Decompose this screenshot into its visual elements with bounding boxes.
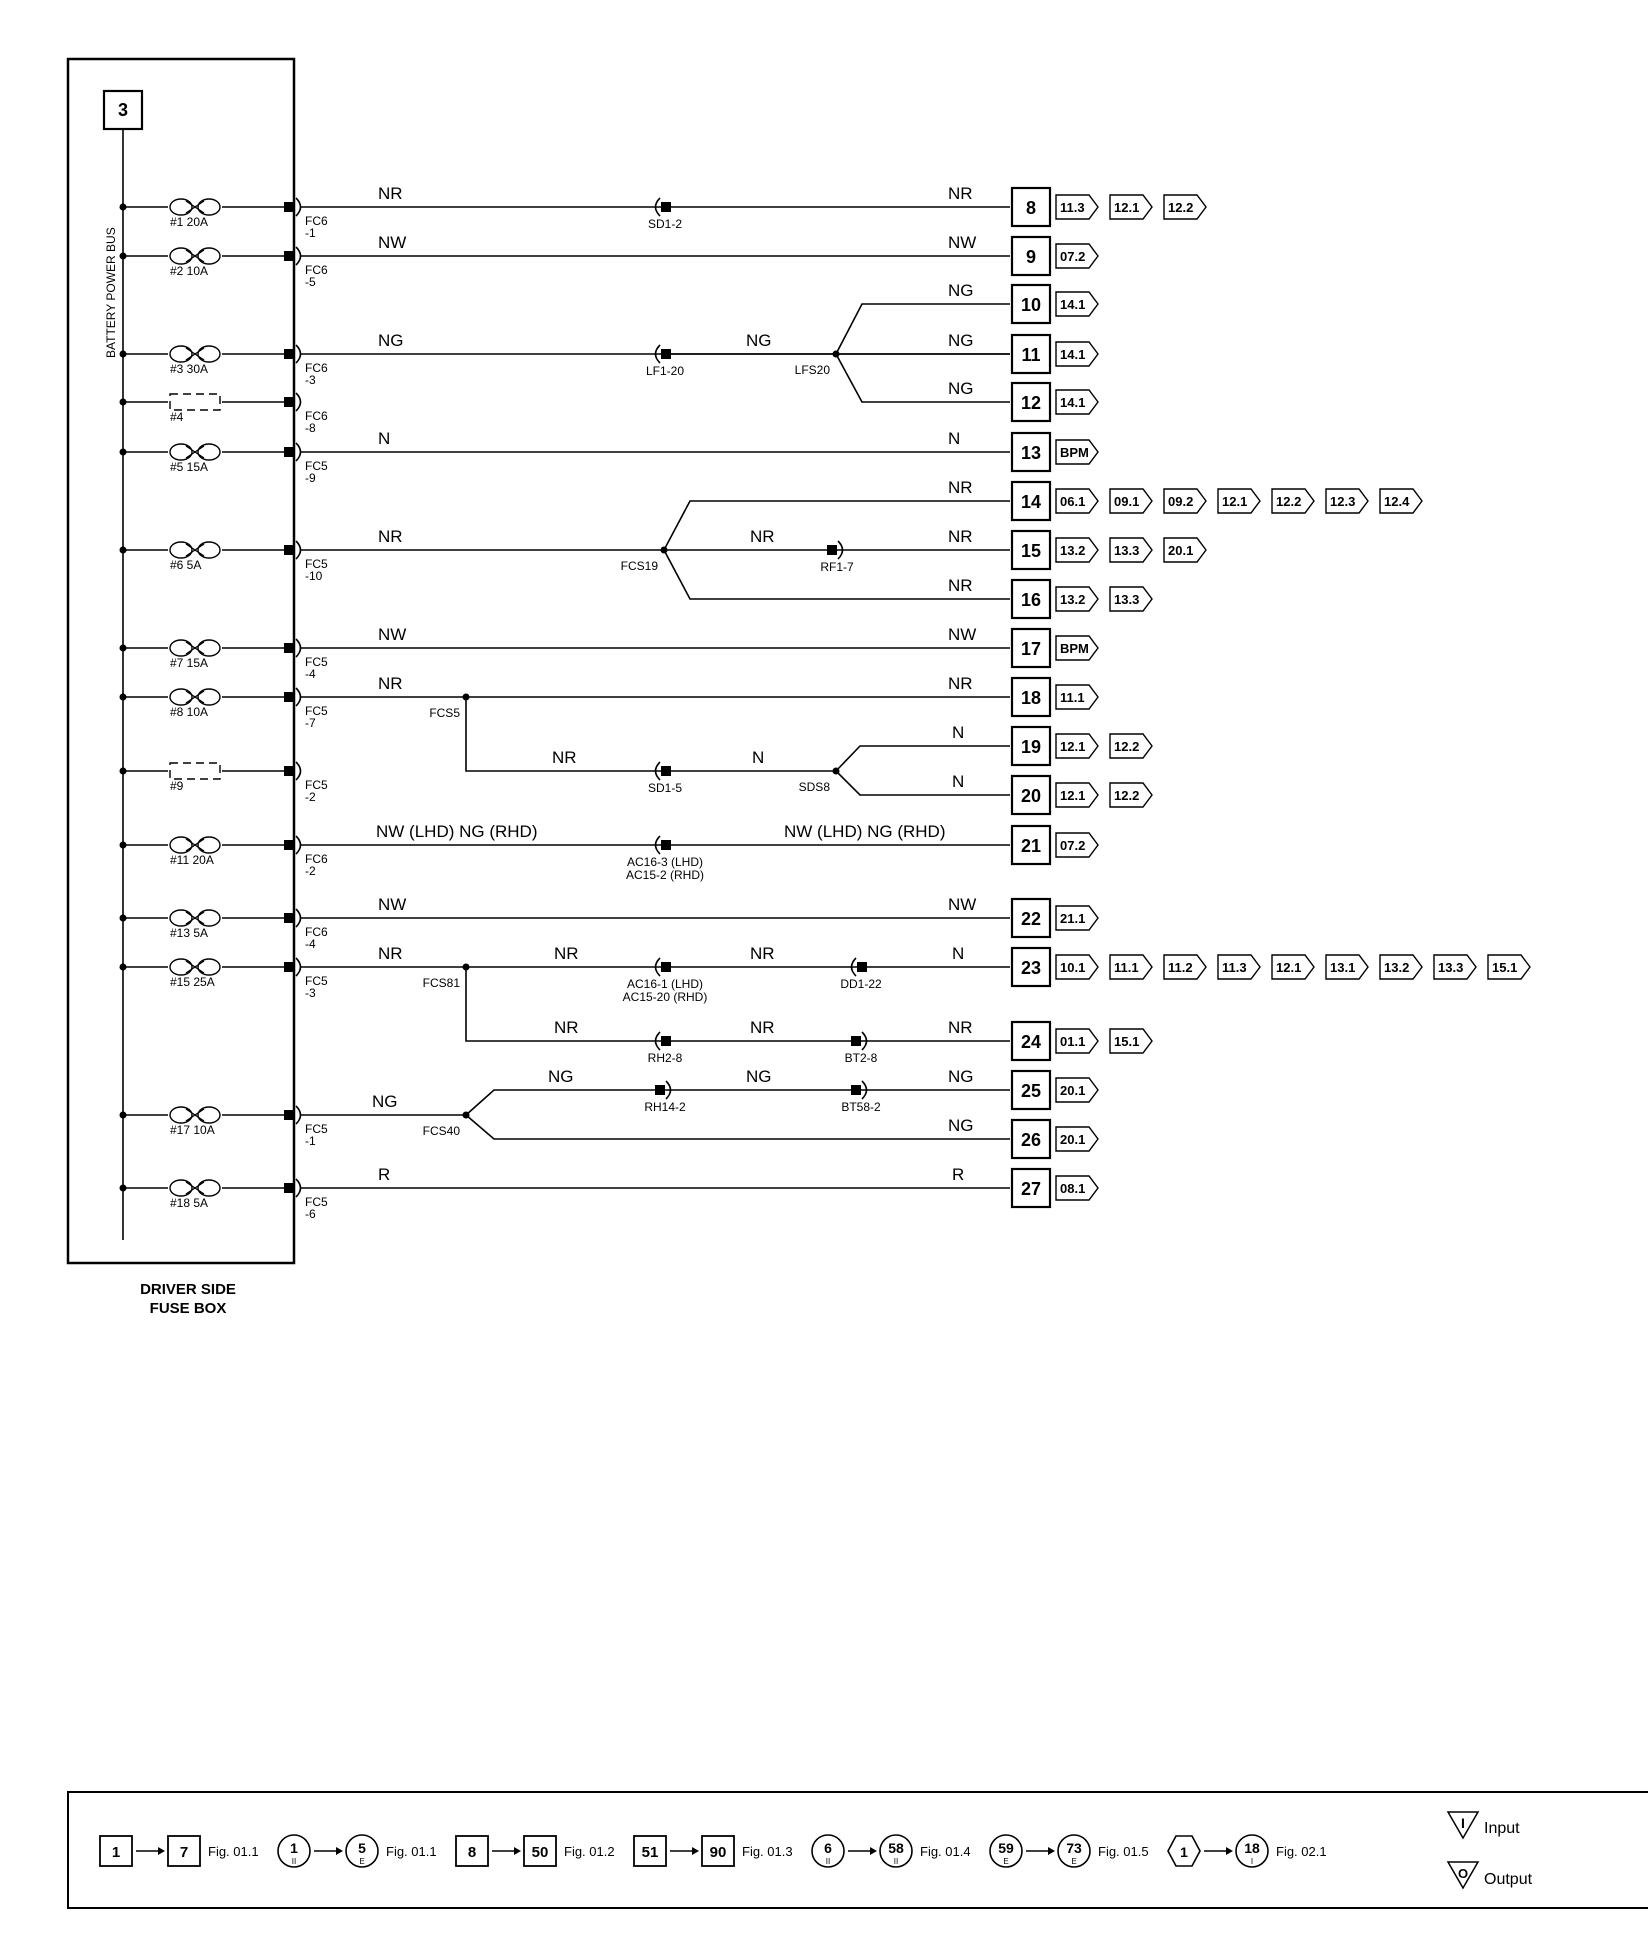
output-number: 25	[1020, 1081, 1042, 1101]
connector-shell	[296, 541, 301, 559]
connector-pin	[284, 202, 294, 212]
circuit-12	[120, 748, 840, 804]
wire-color-label: NG	[372, 1092, 398, 1111]
connector-pin-label: -4	[305, 667, 316, 681]
legend-node-label: 59	[998, 1840, 1014, 1856]
fuse-label: #5 15A	[170, 460, 209, 474]
fuse-icon	[170, 1180, 192, 1196]
fuse-icon	[170, 1107, 192, 1123]
connector-pin-label: -6	[305, 1207, 316, 1221]
wire-color-label: N	[752, 748, 765, 767]
wire-color-label: NW	[378, 895, 407, 914]
wire-color-label: NR	[554, 1018, 579, 1037]
legend	[100, 1835, 1327, 1867]
page-ref-label: 12.3	[1330, 494, 1356, 509]
page-ref-label: 13.2	[1060, 543, 1086, 558]
fuse-label: #3 30A	[170, 362, 209, 376]
connector-pin	[284, 447, 294, 457]
fuse-icon	[198, 346, 220, 362]
fuse-icon	[198, 248, 220, 264]
empty-fuse-slot	[170, 394, 220, 410]
inline-connector-label: RH2-8	[647, 1051, 683, 1065]
page-ref-label: 12.1	[1060, 739, 1086, 754]
wire-color-label: NR	[378, 527, 403, 546]
connector-pin	[284, 397, 294, 407]
fuse-box-title-2: FUSE BOX	[149, 1300, 227, 1317]
fuse-label: #4	[170, 410, 184, 424]
fuse-icon	[170, 542, 192, 558]
circuit-15	[120, 895, 1099, 951]
page-ref-label: 07.2	[1060, 838, 1086, 853]
page-ref-label: 08.1	[1060, 1181, 1086, 1196]
inline-connector-label: AC16-1 (LHD)	[626, 977, 704, 991]
legend-fig-label: Fig. 02.1	[1276, 1844, 1327, 1859]
legend-node-label: 73	[1066, 1840, 1082, 1856]
circuit-2	[948, 281, 1098, 323]
page-ref-label: 12.1	[1222, 494, 1248, 509]
connector-label: FC5	[305, 974, 328, 988]
fuse-icon	[170, 640, 192, 656]
legend-node-sub: E	[359, 1857, 365, 1866]
wire-color-label: NR	[948, 674, 973, 693]
circuit-9	[120, 625, 1099, 681]
page-ref-label: 13.1	[1330, 960, 1356, 975]
connector-shell	[296, 1179, 301, 1197]
legend-node-label: 6	[824, 1840, 832, 1856]
page-ref-label: BPM	[1060, 445, 1089, 460]
circuit-11	[952, 723, 1152, 765]
output-number: 19	[1020, 737, 1042, 757]
fuse-label: #17 10A	[170, 1123, 215, 1137]
circuit-5	[120, 429, 1099, 485]
fuse-icon	[198, 959, 220, 975]
connector-shell	[296, 688, 301, 706]
connector-label: FC5	[305, 1195, 328, 1209]
inline-connector-label: AC15-20 (RHD)	[622, 990, 708, 1004]
connector-pin	[284, 692, 294, 702]
connector-shell	[296, 443, 301, 461]
wire-color-label: NR	[750, 944, 775, 963]
output-number: 24	[1020, 1032, 1042, 1052]
wire-color-label: NR	[554, 944, 579, 963]
legend-fig-label: Fig. 01.3	[742, 1844, 793, 1859]
connector-shell	[296, 958, 301, 976]
fuse-label: #15 25A	[170, 975, 215, 989]
connector-label: FC6	[305, 925, 328, 939]
legend-node-label: 90	[709, 1844, 727, 1861]
wire-color-label: NG	[746, 1067, 772, 1086]
legend-node-label: 50	[531, 1844, 549, 1861]
output-number: 16	[1020, 590, 1042, 610]
output-number: 8	[1025, 198, 1037, 218]
connector-pin-label: -7	[305, 716, 316, 730]
output-number: 21	[1020, 836, 1042, 856]
wire-color-label: NW	[948, 625, 977, 644]
output-label: Output	[1484, 1871, 1533, 1888]
connector-pin-label: -1	[305, 1134, 316, 1148]
fuse-icon	[170, 689, 192, 705]
wire-color-label: NR	[750, 527, 775, 546]
fuse-label: #9	[170, 779, 184, 793]
legend-arrow-head	[336, 1847, 343, 1855]
connector-pin	[284, 840, 294, 850]
fuse-label: #6 5A	[170, 558, 202, 572]
empty-fuse-slot	[170, 763, 220, 779]
inline-connector-label: SD1-5	[647, 781, 683, 795]
inline-connector-label: AC16-3 (LHD)	[626, 855, 704, 869]
inline-connector-pin	[661, 840, 671, 850]
circuit-0	[120, 184, 1207, 240]
circuit-14	[120, 822, 1099, 882]
connector-label: FC6	[305, 409, 328, 423]
legend-node-sub: II	[825, 1857, 831, 1866]
connector-label: FC6	[305, 361, 328, 375]
legend-node-label: 18	[1244, 1840, 1260, 1856]
connector-label: FC5	[305, 1122, 328, 1136]
input-label: Input	[1484, 1820, 1520, 1837]
fuse-icon	[198, 837, 220, 853]
fuse-label: #18 5A	[170, 1196, 209, 1210]
connector-label: FC6	[305, 263, 328, 277]
legend-node-label: 51	[641, 1844, 659, 1861]
output-number: 18	[1020, 688, 1042, 708]
wire-color-label: NW	[948, 233, 977, 252]
connector-pin	[284, 643, 294, 653]
output-number: 9	[1025, 247, 1037, 267]
fuse-icon	[170, 346, 192, 362]
fuse-icon	[198, 444, 220, 460]
page-ref-label: 14.1	[1060, 297, 1086, 312]
wire-color-label: N	[952, 772, 965, 791]
legend-arrow-head	[514, 1847, 521, 1855]
fuse-box-title-1: DRIVER SIDE	[140, 1281, 236, 1298]
wire-color-label: N	[952, 723, 965, 742]
inline-connector-pin	[661, 962, 671, 972]
fuse-icon	[198, 640, 220, 656]
legend-node-label: 7	[179, 1844, 189, 1861]
legend-node-sub: II	[291, 1857, 297, 1866]
page-ref-label: 14.1	[1060, 395, 1086, 410]
wire-color-label: NR	[948, 1018, 973, 1037]
legend-arrow-head	[1226, 1847, 1233, 1855]
circuit-4	[120, 379, 1099, 435]
page-ref-label: 20.1	[1060, 1132, 1086, 1147]
page-ref-label: 12.4	[1384, 494, 1410, 509]
wire-color-label: NG	[378, 331, 404, 350]
inline-connector-label: BT2-8	[844, 1051, 878, 1065]
circuit-13	[952, 772, 1152, 814]
output-number: 10	[1020, 295, 1042, 315]
legend-arrow-head	[1048, 1847, 1055, 1855]
page-ref-label: 11.3	[1222, 960, 1247, 975]
output-number: 26	[1020, 1130, 1042, 1150]
fuse-icon	[170, 199, 192, 215]
page-ref-label: 12.1	[1276, 960, 1302, 975]
wire-color-label: NR	[378, 674, 403, 693]
connector-pin-label: -2	[305, 790, 316, 804]
fuse-label: #11 20A	[170, 853, 214, 867]
connector-shell	[296, 836, 301, 854]
output-number: 23	[1020, 958, 1042, 978]
wire-color-label: NW	[948, 895, 977, 914]
connector-pin-label: -1	[305, 226, 316, 240]
legend-arrow-head	[692, 1847, 699, 1855]
page-ref-label: 13.3	[1114, 592, 1140, 607]
page-ref-label: 10.1	[1060, 960, 1086, 975]
legend-fig-label: Fig. 01.4	[920, 1844, 971, 1859]
wire-color-label: NG	[948, 1116, 974, 1135]
connector-pin-label: -8	[305, 421, 316, 435]
connector-label: FC5	[305, 459, 328, 473]
page-ref-label: 20.1	[1168, 543, 1194, 558]
legend-node-label: 1	[290, 1840, 298, 1856]
connector-pin	[284, 1183, 294, 1193]
fuse-icon	[170, 959, 192, 975]
fuse-icon	[198, 1107, 220, 1123]
fuse-icon	[170, 444, 192, 460]
bus-label: BATTERY POWER BUS	[104, 227, 118, 358]
branch-lines	[466, 304, 1010, 1139]
connector-pin-label: -2	[305, 864, 316, 878]
wire-color-label: NR	[948, 527, 973, 546]
page-ref-label: 09.1	[1114, 494, 1140, 509]
page-ref-label: 09.2	[1168, 494, 1194, 509]
splice-label: LFS20	[794, 363, 830, 377]
connector-pin-label: -5	[305, 275, 316, 289]
fuse-icon	[170, 837, 192, 853]
connector-pin	[284, 545, 294, 555]
inline-connector-pin	[857, 962, 867, 972]
page-ref-label: 12.1	[1060, 788, 1086, 803]
legend-node-label: 5	[358, 1840, 366, 1856]
page-ref-label: 15.1	[1492, 960, 1518, 975]
page-ref-label: 12.1	[1114, 200, 1140, 215]
inline-connector-label: AC15-2 (RHD)	[625, 868, 705, 882]
page-ref-label: 12.2	[1276, 494, 1302, 509]
legend-fig-label: Fig. 01.2	[564, 1844, 615, 1859]
output-number: 17	[1020, 639, 1042, 659]
connector-pin	[284, 962, 294, 972]
page-ref-label: 12.2	[1114, 739, 1140, 754]
legend-node-sub: E	[1071, 1857, 1077, 1866]
connector-pin	[284, 913, 294, 923]
circuit-10	[120, 674, 1099, 730]
connector-shell	[296, 909, 301, 927]
legend-fig-label: Fig. 01.5	[1098, 1844, 1149, 1859]
splice-label: FCS40	[422, 1124, 460, 1138]
connector-pin-label: -4	[305, 937, 316, 951]
wire-color-label: NR	[948, 576, 973, 595]
inline-connector-pin	[827, 545, 837, 555]
output-number: 27	[1020, 1179, 1042, 1199]
connector-shell	[296, 762, 301, 780]
connector-pin-label: -9	[305, 471, 316, 485]
page-ref-label: 07.2	[1060, 249, 1086, 264]
output-number: 14	[1020, 492, 1042, 512]
output-number: 12	[1020, 393, 1042, 413]
wire-color-label: NR	[948, 184, 973, 203]
connector-label: FC5	[305, 557, 328, 571]
splice-label: FCS19	[620, 559, 658, 573]
output-number: 20	[1020, 786, 1042, 806]
fuse-label: #2 10A	[170, 264, 209, 278]
inline-connector-label: RH14-2	[644, 1100, 686, 1114]
circuit-16	[120, 944, 1531, 1004]
inline-connector-pin	[661, 202, 671, 212]
legend-node-sub: II	[893, 1857, 899, 1866]
connector-pin-label: -10	[305, 569, 323, 583]
connector-shell	[296, 345, 301, 363]
wire-color-label: NW (LHD) NG (RHD)	[784, 822, 946, 841]
wire-color-label: N	[948, 429, 961, 448]
fuse-label: #13 5A	[170, 926, 209, 940]
output-number: 15	[1020, 541, 1042, 561]
connector-shell	[296, 247, 301, 265]
connector-label: FC5	[305, 655, 328, 669]
connector-pin	[284, 251, 294, 261]
connector-label: FC6	[305, 214, 328, 228]
io-legend	[1448, 1812, 1533, 1888]
circuit-6	[948, 478, 1422, 520]
output-number: 13	[1020, 443, 1042, 463]
legend-fig-label: Fig. 01.1	[386, 1844, 437, 1859]
connector-label: FC5	[305, 704, 328, 718]
legend-node-label: 58	[888, 1840, 904, 1856]
legend-node-sub: E	[1003, 1857, 1009, 1866]
circuit-21	[120, 1165, 1099, 1221]
page-ref-label: 13.2	[1060, 592, 1086, 607]
wire-color-label: NR	[948, 478, 973, 497]
page-ref-label: 06.1	[1060, 494, 1086, 509]
wire-color-label: NG	[948, 379, 974, 398]
fuse-icon	[198, 199, 220, 215]
wire-color-label: N	[378, 429, 391, 448]
connector-shell	[296, 1106, 301, 1124]
legend-node-label: 1	[111, 1844, 121, 1861]
circuit-7	[120, 527, 1207, 583]
svg-text:O: O	[1457, 1866, 1469, 1881]
connector-shell	[296, 639, 301, 657]
page-ref-label: 13.3	[1114, 543, 1140, 558]
page-ref-label: 13.3	[1438, 960, 1464, 975]
wire-color-label: N	[952, 944, 965, 963]
svg-text:I: I	[1461, 1815, 1465, 1831]
fuse-icon	[198, 542, 220, 558]
wire-color-label: NW	[378, 233, 407, 252]
legend-node-label: 8	[467, 1844, 477, 1861]
fuse-label: #7 15A	[170, 656, 209, 670]
wire-color-label: R	[952, 1165, 965, 1184]
connector-pin-label: -3	[305, 986, 316, 1000]
connector-pin	[284, 1110, 294, 1120]
page-ref-label: 11.3	[1060, 200, 1085, 215]
fuse-label: #8 10A	[170, 705, 209, 719]
wire-color-label: NR	[378, 184, 403, 203]
fuse-icon	[198, 689, 220, 705]
splice-label: FCS5	[429, 706, 460, 720]
fuse-icon	[198, 910, 220, 926]
connector-shell	[296, 393, 301, 411]
wire-color-label: R	[378, 1165, 391, 1184]
page-ref-label: 12.2	[1168, 200, 1194, 215]
circuits	[120, 184, 1531, 1221]
wire-color-label: NG	[948, 1067, 974, 1086]
inline-connector-label: BT58-2	[841, 1100, 881, 1114]
page-ref-label: BPM	[1060, 641, 1089, 656]
legend-node-sub: I	[1250, 1857, 1254, 1866]
connector-label: FC6	[305, 852, 328, 866]
wire-color-label: NR	[552, 748, 577, 767]
page-ref-label: 14.1	[1060, 347, 1086, 362]
fuse-icon	[170, 248, 192, 264]
circuit-20	[948, 1116, 1098, 1158]
fuse-label: #1 20A	[170, 215, 209, 229]
page-ref-label: 15.1	[1114, 1034, 1140, 1049]
page-ref-label: 12.2	[1114, 788, 1140, 803]
circuit-8	[948, 576, 1152, 618]
fuse-icon	[170, 910, 192, 926]
page-ref-label: 11.1	[1060, 690, 1085, 705]
output-number: 22	[1020, 909, 1042, 929]
legend-node-label: 1	[1180, 1844, 1188, 1860]
connector-pin	[284, 766, 294, 776]
wire-color-label: NW (LHD) NG (RHD)	[376, 822, 538, 841]
source-box-label: 3	[117, 100, 129, 120]
legend-arrow-head	[870, 1847, 877, 1855]
wire-color-label: NR	[750, 1018, 775, 1037]
splice-label: FCS81	[422, 976, 460, 990]
inline-connector-label: RF1-7	[820, 560, 854, 574]
page-ref-label: 11.1	[1114, 960, 1139, 975]
wire-color-label: NG	[948, 281, 974, 300]
page-ref-label: 21.1	[1060, 911, 1086, 926]
output-number: 11	[1021, 345, 1041, 365]
legend-arrow-head	[158, 1847, 165, 1855]
connector-label: FC5	[305, 778, 328, 792]
connector-pin	[284, 349, 294, 359]
page-ref-label: 13.2	[1384, 960, 1410, 975]
fuse-icon	[198, 1180, 220, 1196]
page-ref-label: 20.1	[1060, 1083, 1086, 1098]
connector-pin-label: -3	[305, 373, 316, 387]
inline-connector-label: SD1-2	[647, 217, 683, 231]
inline-connector-label: DD1-22	[840, 977, 882, 991]
wire-color-label: NW	[378, 625, 407, 644]
wire-color-label: NG	[746, 331, 772, 350]
legend-fig-label: Fig. 01.1	[208, 1844, 259, 1859]
wire-color-label: NG	[548, 1067, 574, 1086]
inline-connector-label: LF1-20	[645, 364, 685, 378]
wire-color-label: NR	[378, 944, 403, 963]
wire-color-label: NG	[948, 331, 974, 350]
connector-shell	[296, 198, 301, 216]
page-ref-label: 01.1	[1060, 1034, 1086, 1049]
page-ref-label: 11.2	[1168, 960, 1193, 975]
splice-label: SDS8	[798, 780, 830, 794]
